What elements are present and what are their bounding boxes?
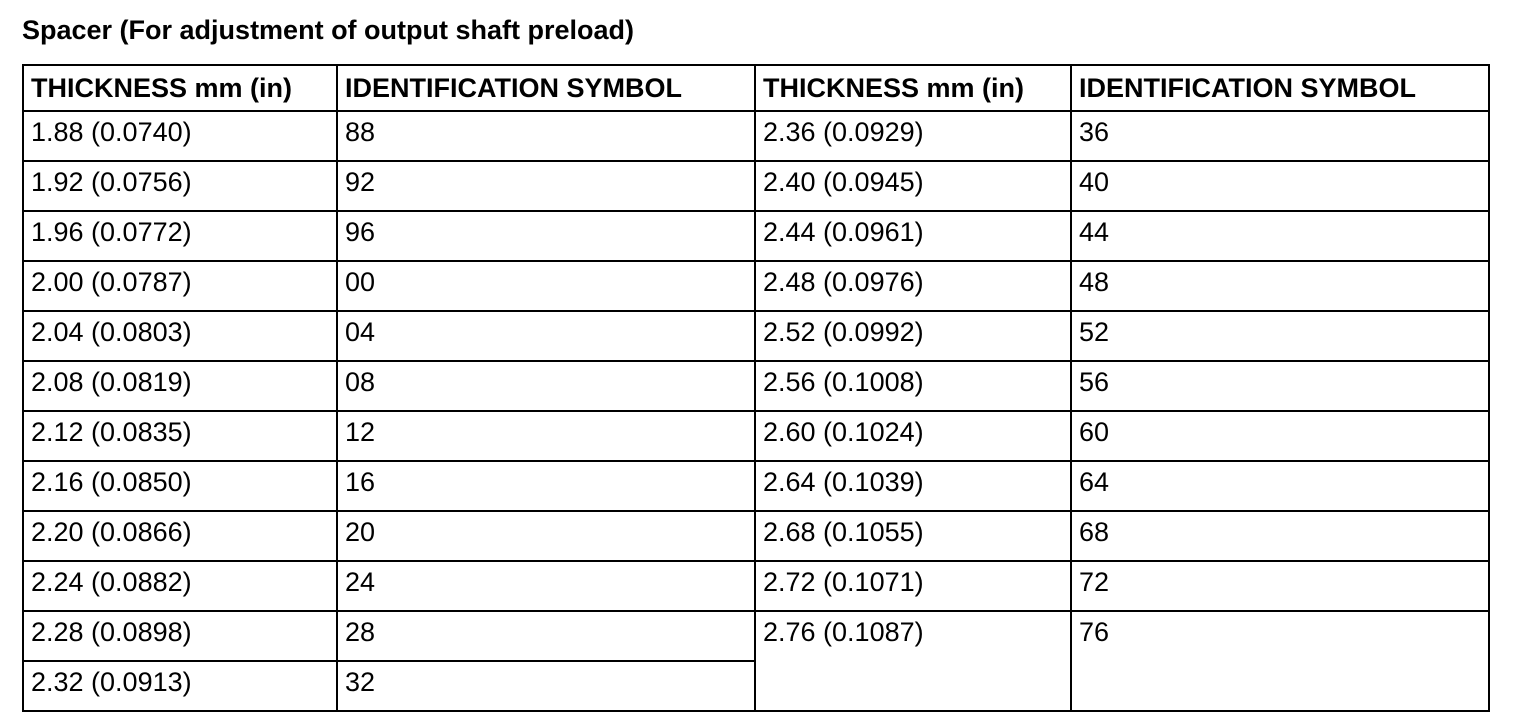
table-row: [23, 561, 1489, 611]
thickness-cell: 2.40 (0.0945): [755, 161, 1071, 211]
table-row: [23, 511, 1489, 561]
symbol-cell: 56: [1071, 361, 1489, 411]
symbol-cell: 92: [337, 161, 755, 211]
symbol-cell: 28: [337, 611, 755, 661]
table-row: [23, 361, 1489, 411]
thickness-cell: 2.56 (0.1008): [755, 361, 1071, 411]
table-row: [23, 461, 1489, 511]
symbol-cell: 00: [337, 261, 755, 311]
thickness-cell: 1.88 (0.0740): [23, 111, 337, 161]
symbol-cell: 04: [337, 311, 755, 361]
header-thickness-left: THICKNESS mm (in): [23, 65, 337, 111]
symbol-cell: 40: [1071, 161, 1489, 211]
thickness-cell: 2.00 (0.0787): [23, 261, 337, 311]
thickness-cell: 2.76 (0.1087): [755, 611, 1071, 711]
thickness-cell: 2.52 (0.0992): [755, 311, 1071, 361]
symbol-cell: 08: [337, 361, 755, 411]
thickness-cell: 2.68 (0.1055): [755, 511, 1071, 561]
symbol-cell: 20: [337, 511, 755, 561]
table-header-row: [23, 65, 1489, 111]
thickness-cell: 2.36 (0.0929): [755, 111, 1071, 161]
table-row: [23, 261, 1489, 311]
table-row: [23, 411, 1489, 461]
thickness-cell: 2.48 (0.0976): [755, 261, 1071, 311]
spacer-table: [22, 64, 1490, 712]
thickness-cell: 2.32 (0.0913): [23, 661, 337, 711]
symbol-cell: 12: [337, 411, 755, 461]
thickness-cell: 2.16 (0.0850): [23, 461, 337, 511]
table-row: [23, 161, 1489, 211]
thickness-cell: 2.28 (0.0898): [23, 611, 337, 661]
thickness-cell: 2.24 (0.0882): [23, 561, 337, 611]
symbol-cell: 52: [1071, 311, 1489, 361]
symbol-cell: 96: [337, 211, 755, 261]
symbol-cell: 76: [1071, 611, 1489, 711]
thickness-cell: 2.44 (0.0961): [755, 211, 1071, 261]
header-symbol-right: IDENTIFICATION SYMBOL: [1071, 65, 1489, 111]
thickness-cell: 1.96 (0.0772): [23, 211, 337, 261]
table-row: [23, 611, 1489, 661]
symbol-cell: 36: [1071, 111, 1489, 161]
thickness-cell: 2.72 (0.1071): [755, 561, 1071, 611]
symbol-cell: 44: [1071, 211, 1489, 261]
symbol-cell: 88: [337, 111, 755, 161]
page-title: Spacer (For adjustment of output shaft preload): [22, 15, 635, 45]
thickness-cell: 2.20 (0.0866): [23, 511, 337, 561]
thickness-cell: 2.12 (0.0835): [23, 411, 337, 461]
thickness-cell: 1.92 (0.0756): [23, 161, 337, 211]
thickness-cell: 2.08 (0.0819): [23, 361, 337, 411]
header-symbol-left: IDENTIFICATION SYMBOL: [337, 65, 755, 111]
symbol-cell: 24: [337, 561, 755, 611]
symbol-cell: 72: [1071, 561, 1489, 611]
thickness-cell: 2.60 (0.1024): [755, 411, 1071, 461]
table-row: [23, 311, 1489, 361]
symbol-cell: 64: [1071, 461, 1489, 511]
symbol-cell: 32: [337, 661, 755, 711]
table-row: [23, 111, 1489, 161]
symbol-cell: 68: [1071, 511, 1489, 561]
header-thickness-right: THICKNESS mm (in): [755, 65, 1071, 111]
symbol-cell: 16: [337, 461, 755, 511]
table-row: [23, 211, 1489, 261]
thickness-cell: 2.64 (0.1039): [755, 461, 1071, 511]
symbol-cell: 48: [1071, 261, 1489, 311]
thickness-cell: 2.04 (0.0803): [23, 311, 337, 361]
symbol-cell: 60: [1071, 411, 1489, 461]
